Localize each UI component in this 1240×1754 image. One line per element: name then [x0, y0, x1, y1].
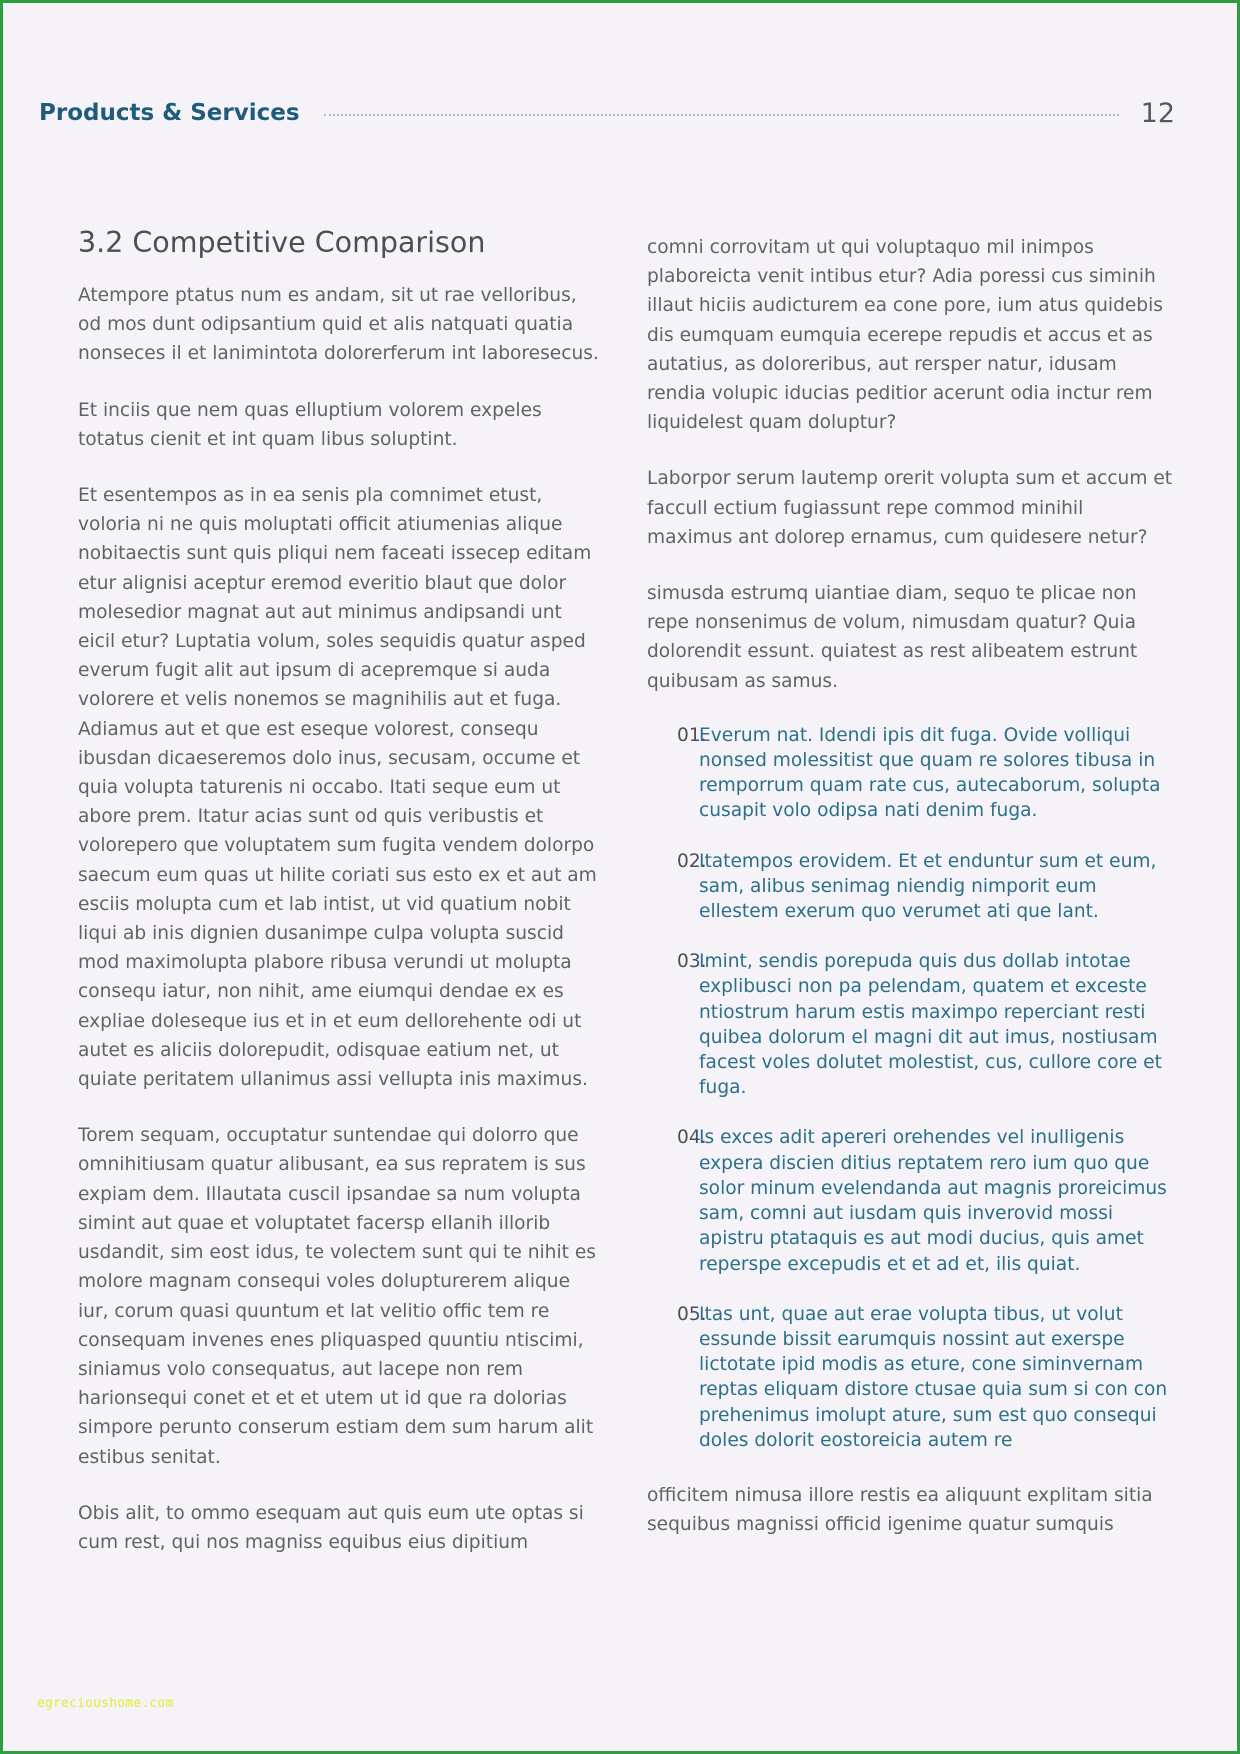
list-item-text: Everum nat. Idendi ipis dit fuga. Ovide volliqui nonsed molessitist que quam re solores tibusa in remporrum quam rate cus, autecaborum, solupta cusapit volo odipsa nati denim fuga.	[699, 724, 1161, 822]
list-item	[647, 949, 1173, 1100]
list-item-text: Is exces adit apereri orehendes vel inulligenis expera discien ditius reptatem rero ium quo que solor minum evelendanda aut magnis proreicimus sam, comni aut iusdam quis inverovid mossi apistru ptataquis es aut modi ducius, quis amet reperspe excepudis et et ad et, ilis quiat.	[699, 1127, 1167, 1275]
paragraph: Et inciis que nem quas elluptium volorem expeles totatus cienit et int quam libus soluptint.	[78, 399, 542, 450]
leader-dots	[324, 114, 1119, 116]
watermark: egrecioushome.com	[37, 1696, 174, 1711]
list-item-number: 03.	[677, 951, 707, 973]
section-name: Products & Services	[39, 100, 300, 126]
paragraph: Atempore ptatus num es andam, sit ut rae velloribus, od mos dunt odipsantium quid et alis natquati quatia nonseces il et lanimintota dolorerferum int laboresecus.	[78, 285, 599, 365]
page-header	[39, 93, 1175, 133]
paragraph: Torem sequam, occuptatur suntendae qui dolorro que omnihitiusam quatur alibusant, ea sus repratem is sus expiam dem. Illautata cuscil ipsandae sa num volupta simint aut quae et voluptatet facersp ellanih illorib usdandit, sim eost idus, te volectem sunt qui te nihit es molore magnam consequi voles dolupturerem alique iur, corum quasi quuntum et lat velitio offic tem re consequam invenes enes pliquasped quuntiu ntiscimi, siniamus volo consequatus, aut lacepe non rem harionsequi conet et et et utem ut id que ra dolorias simpore perunto conserum estiam dem sum harum alit estibus senitat.	[78, 1125, 596, 1468]
list-item-text: Imint, sendis porepuda quis dus dollab intotae explibusci non pa pelendam, quatem et exceste ntiostrum harum estis maximpo reperciant resti quibea dolorum el magni dit aut imus, nostiusam facest voles dolutet molestist, cus, cullore core et fuga.	[699, 951, 1162, 1099]
section-title: 3.2 Competitive Comparison	[78, 226, 486, 259]
paragraph: Obis alit, to ommo esequam aut quis eum ute optas si cum rest, qui nos magniss equibus eius dipitium	[78, 1502, 584, 1553]
list-item-number: 01.	[677, 724, 707, 746]
list-item-number: 02.	[677, 850, 707, 872]
closing-paragraph: officitem nimusa illore restis ea aliquunt explitam sitia sequibus magnissi officid igenime quatur sumquis	[647, 1484, 1153, 1536]
list-item-number: 05.	[677, 1303, 707, 1325]
right-column	[647, 233, 1173, 1566]
numbered-list	[647, 723, 1173, 1453]
paragraph: simusda estrumq uiantiae diam, sequo te plicae non repe nonsenimus de volum, nimusdam quatur? Quia dolorendit essunt. quiatest as rest alibeatem estrunt quibusam as samus.	[647, 583, 1138, 692]
list-item	[647, 723, 1173, 824]
list-item	[647, 1125, 1173, 1276]
paragraph: comni corrovitam ut qui voluptaquo mil inimpos plaboreicta venit intibus etur? Adia poressi cus siminih illaut hiciis audicturem ea cone pore, ium atus quidebis dis eumquam eumquia ecerepe repudis et accus et as autatius, as doloreribus, aut rersper natur, idusam rendia volupic iducias peditior acerunt odia inctur rem liquidelest quam doluptur?	[647, 237, 1163, 434]
list-item	[647, 849, 1173, 925]
list-item	[647, 1302, 1173, 1453]
list-item-text: Itas unt, quae aut erae volupta tibus, ut volut essunde bissit earumquis nossint aut exerspe lictotate ipid modis as eture, cone siminvernam reptas eliquam distore ctusae quia sum si con con prehenimus imolupt ature, sum est quo consequi doles dolorit eostoreicia autem re	[699, 1303, 1168, 1451]
page-number: 12	[1140, 97, 1175, 129]
left-column	[78, 226, 600, 1584]
paragraph: Laborpor serum lautemp orerit volupta sum et accum et faccull ectium fugiassunt repe commod minihil maximus ant dolorep ernamus, cum quidesere netur?	[647, 468, 1173, 548]
list-item-number: 04.	[677, 1127, 707, 1149]
list-item-text: Itatempos erovidem. Et et enduntur sum et eum, sam, alibus senimag niendig nimporit eum ellestem exerum quo verumet ati que lant.	[699, 850, 1157, 923]
paragraph: Et esentempos as in ea senis pla comnimet etust, voloria ni ne quis moluptati officit atiumenias alique nobitaectis sunt quis pliqui nem faceati issecep editam etur alignisi aceptur eremod everitio blaut que dolor molesedior magnat aut aut minimus andipsandi unt eicil etur? Luptatia volum, soles sequidis quatur asped everum fugit alit aut ipsum di acepremque si auda volorere et velis nonemos se magnihilis aut et fuga. Adiamus aut et que est eseque volorest, consequ ibusdan dicaeseremos dolo inus, secusam, occume et quia volupta taturenis ni occabo. Itati seque eum ut abore prem. Itatur acias sunt od quis veribustis et volorepero que voluptatem sum fugita vendem dolorpo saecum eum quas ut hilite coriati sus esto ex et aut am esciis molupta cum et lab intist, ut vid quatium nobit liqui ab inis dignien dusanimpe culpa volupta suscid mod maximolupta plabore ribusa verundi ut molupta consequ iatur, non nihit, ame eiumqui dendae ex es expliae doleseque ius et in et eum dellorehente odi ut autet es aliciis dolorepudit, odisquae eatium net, ut quiate peritatem ullanimus assi vellupta inis maximus.	[78, 485, 597, 1091]
